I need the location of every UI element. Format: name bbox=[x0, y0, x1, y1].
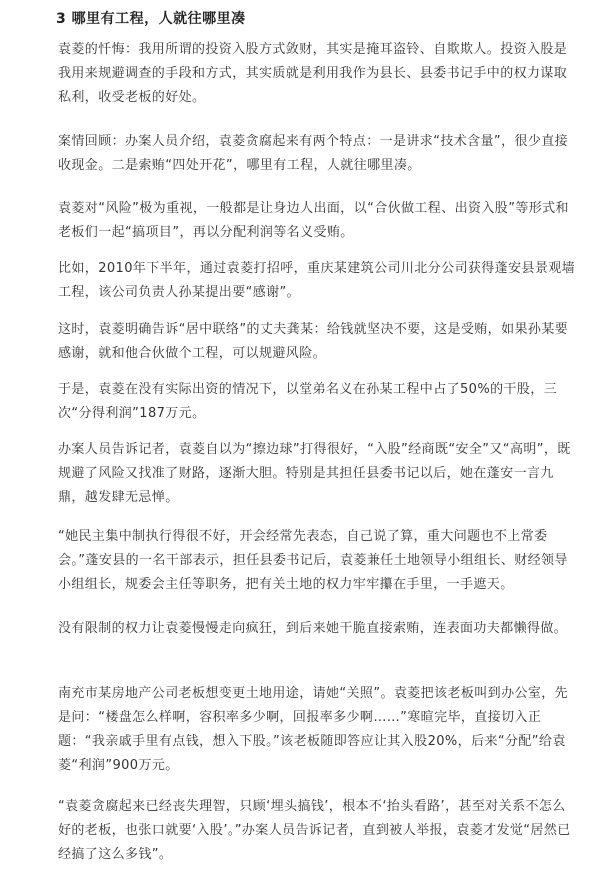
paragraph-lost-reason: “袁菱贪腐起来已经丧失理智，只顾‘埋头搞钱’，根本不‘抬头看路’，甚至对关系不怎么好的老板，也张口就要‘入股’。”办案人员告诉记者，直到被人举报，袁菱才发觉“居然已经搞了这么多钱”。 bbox=[58, 799, 571, 862]
paragraph-real-estate: 南充市某房地产公司老板想变更土地用途，请她“关照”。袁菱把该老板叫到办公室，先是问：“楼盘怎么样啊，容积率多少啊，回报率多少啊……”寒暄完毕，直接切入正题：“我亲戚手里有点钱，想入下股。”该老板随即答应让其入股20%，后来“分配”给袁菱“利润”900万元。 bbox=[58, 686, 569, 773]
paragraph-case-review: 案情回顾：办案人员介绍，袁菱贪腐起来有两个特点：一是讲求“技术含量”，很少直接收现金。二是索贿“四处开花”，哪里有工程，人就往哪里凑。 bbox=[58, 134, 569, 173]
paragraph-example: 比如，2010年下半年，通过袁菱打招呼，重庆某建筑公司川北分公司获得蓬安县景观墙工程，该公司负责人孙某提出要“感谢”。 bbox=[58, 261, 576, 300]
paragraph-husband: 这时，袁菱明确告诉“居中联络”的丈夫龚某：给钱就坚决不要，这是受贿，如果孙某要感谢，就和他合伙做个工程，可以规避风险。 bbox=[58, 322, 569, 361]
paragraph-shares: 于是，袁菱在没有实际出资的情况下，以堂弟名义在孙某工程中占了50%的干股，三次“分得利润”187万元。 bbox=[58, 382, 558, 421]
paragraph-bold: 办案人员告诉记者，袁菱自以为“擦边球”打得很好，“入股”经商既“安全”又“高明”，既规避了风险又找准了财路，逐渐大胆。特别是其担任县委书记以后，她在蓬安一言九鼎，越发肆无忌惮。 bbox=[58, 442, 571, 505]
paragraph-cadre-quote: “她民主集中制执行得很不好，开会经常先表态，自己说了算，重大问题也不上常委会。”蓬安县的一名干部表示，担任县委书记后，袁菱兼任土地领导小组组长、财经领导小组组长，规委会主任等职务，把有关土地的权力牢牢攥在手里，一手遮天。 bbox=[58, 529, 568, 592]
paragraph-unlimited-power: 没有限制的权力让袁菱慢慢走向疯狂，到后来她干脆直接索贿，连表面功夫都懒得做。 bbox=[58, 621, 568, 636]
section-heading: 3 哪里有工程，人就往哪里凑 bbox=[56, 11, 246, 27]
paragraph-risk: 袁菱对“风险”极为重视，一般都是让身边人出面，以“合伙做工程、出资入股”等形式和老板们一起“搞项目”，再以分配利润等名义受贿。 bbox=[58, 201, 569, 240]
paragraph-confession: 袁菱的忏悔：我用所谓的投资入股方式敛财，其实是掩耳盗铃、自欺欺人。投资入股是我用来规避调查的手段和方式，其实质就是利用我作为县长、县委书记手中的权力谋取私利，收受老板的好处。 bbox=[58, 42, 568, 105]
